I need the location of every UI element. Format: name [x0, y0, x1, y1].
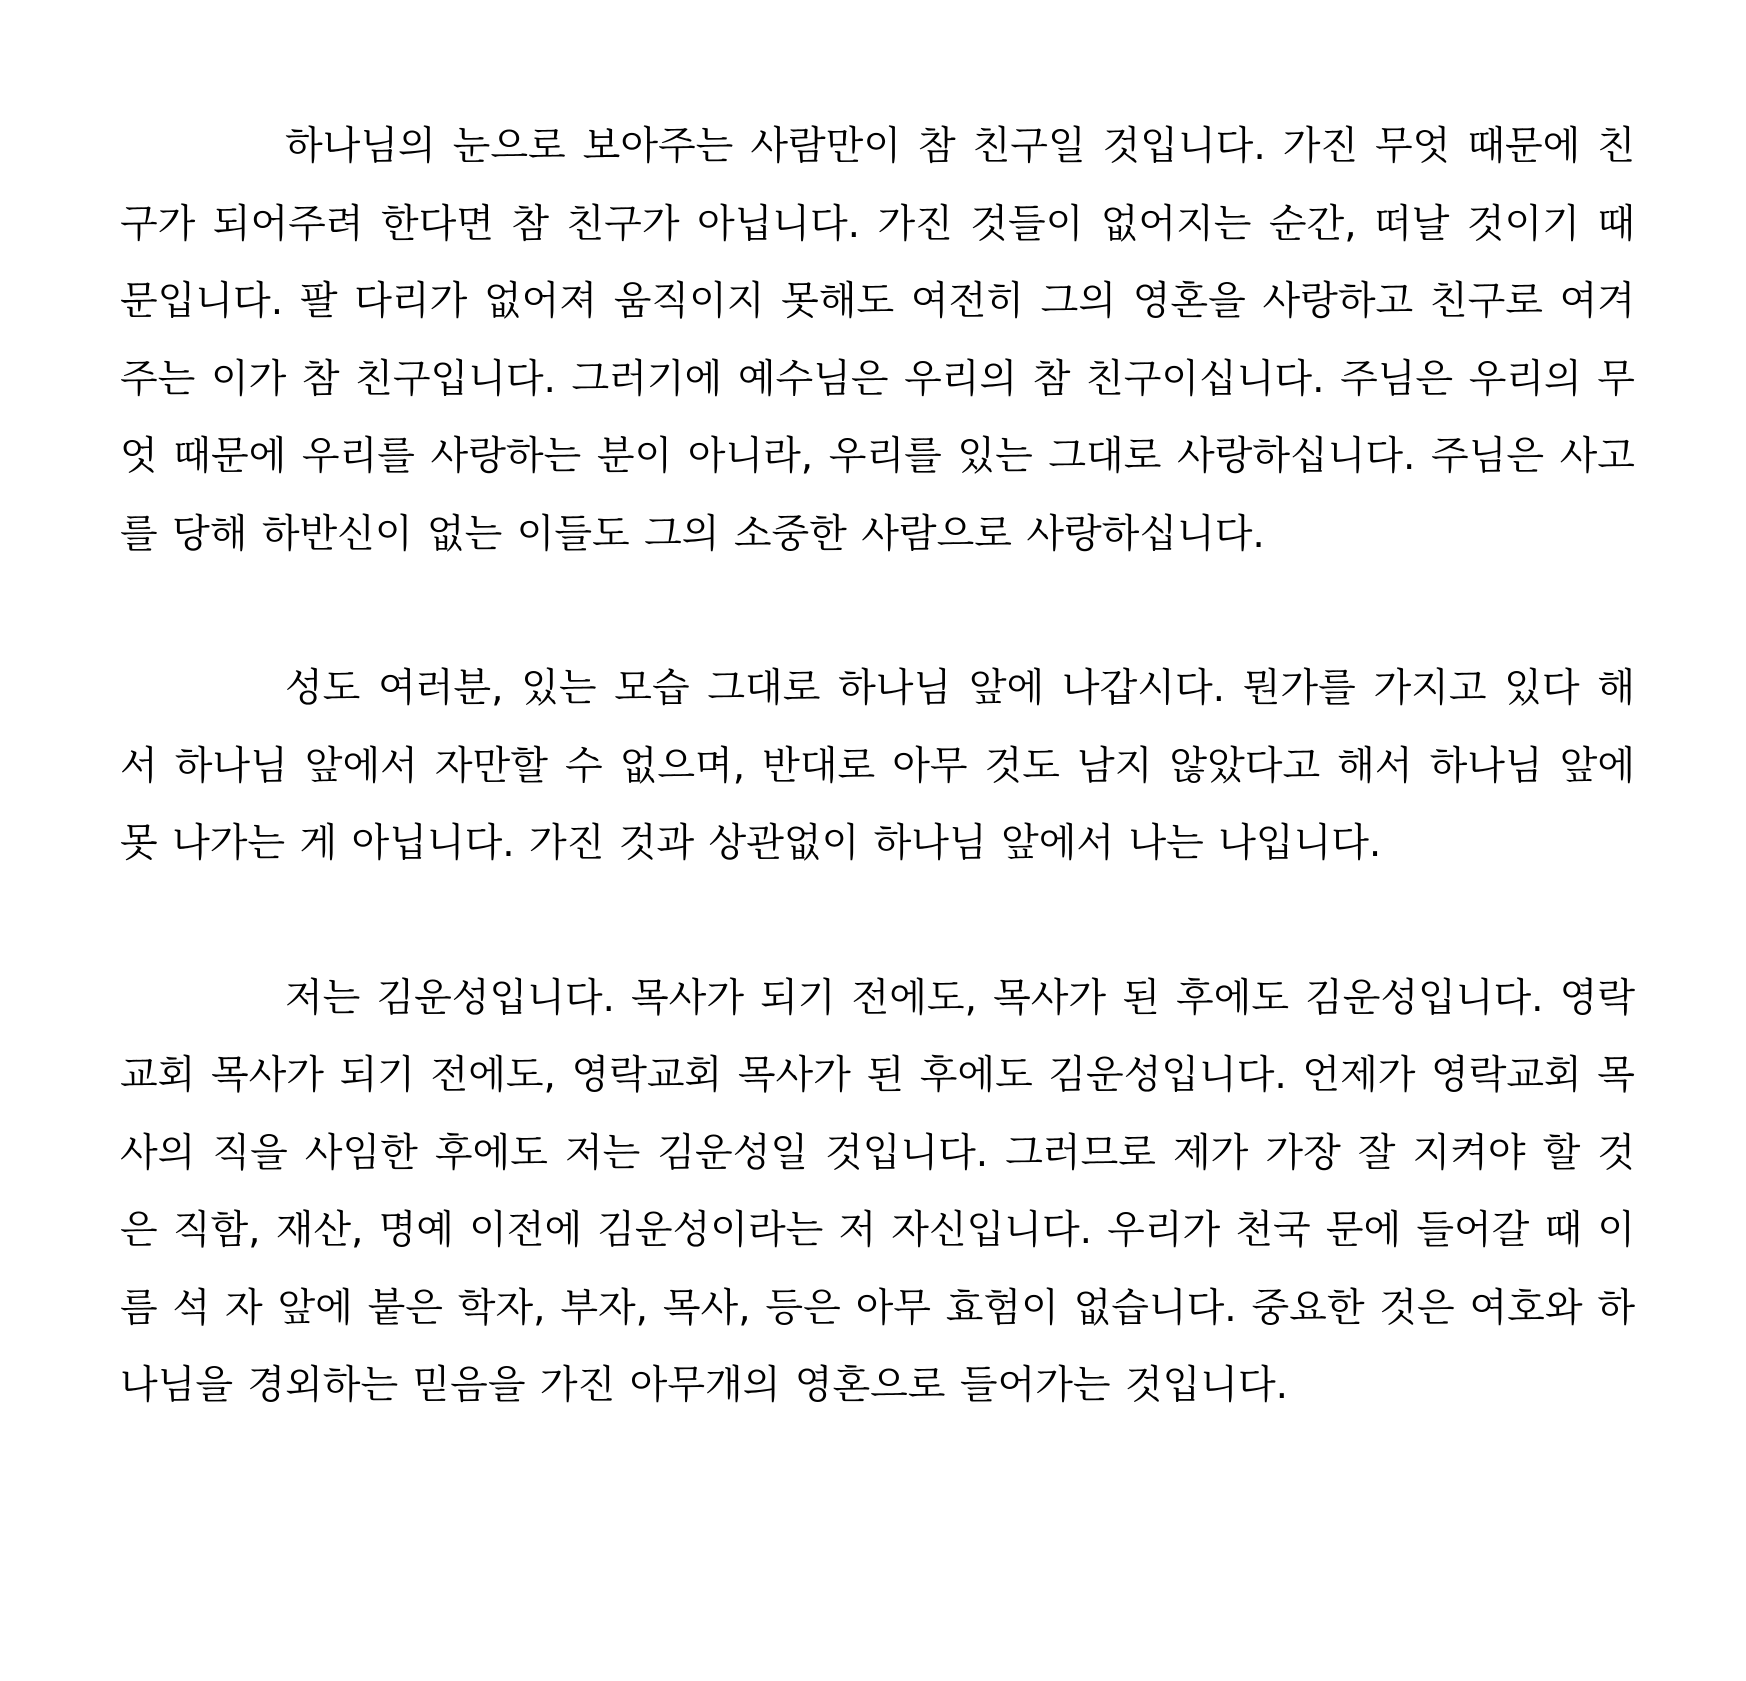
paragraph-identity: 저는 김운성입니다. 목사가 되기 전에도, 목사가 된 후에도 김운성입니다. 영락교회 목사가 되기 전에도, 영락교회 목사가 된 후에도 김운성입니다. 언제가 영락교회 목사의 직을 사임한 후에도 저는 김운성일 것입니다. 그러므로 제가 가장 잘 지켜야 할 것은 직함, 재산, 명예 이전에 김운성이라는 저 자신입니다. 우리가 천국 문에 들어갈 때 이름 석 자 앞에 붙은 학자, 부자, 목사, 등은 아무 효험이 없습니다. 중요한 것은 여호와 하나님을 경외하는 믿음을 가진 아무개의 영혼으로 들어가는 것입니다. [120, 975, 1635, 1408]
paragraph-true-friend: 하나님의 눈으로 보아주는 사람만이 참 친구일 것입니다. 가진 무엇 때문에 친구가 되어주려 한다면 참 친구가 아닙니다. 가진 것들이 없어지는 순간, 떠날 것이기 때문입니다. 팔 다리가 없어져 움직이지 못해도 여전히 그의 영혼을 사랑하고 친구로 여겨주는 이가 참 친구입니다. 그러기에 예수님은 우리의 참 친구이십니다. 주님은 우리의 무엇 때문에 우리를 사랑하는 분이 아니라, 우리를 있는 그대로 사랑하십니다. 주님은 사고를 당해 하반신이 없는 이들도 그의 소중한 사람으로 사랑하십니다. [120, 124, 1635, 557]
paragraph-come-as-you-are: 성도 여러분, 있는 모습 그대로 하나님 앞에 나갑시다. 뭔가를 가지고 있다 해서 하나님 앞에서 자만할 수 없으며, 반대로 아무 것도 남지 않았다고 해서 하나님 앞에 못 나가는 게 아닙니다. 가진 것과 상관없이 하나님 앞에서 나는 나입니다. [120, 666, 1635, 866]
document-body [120, 108, 1635, 1425]
